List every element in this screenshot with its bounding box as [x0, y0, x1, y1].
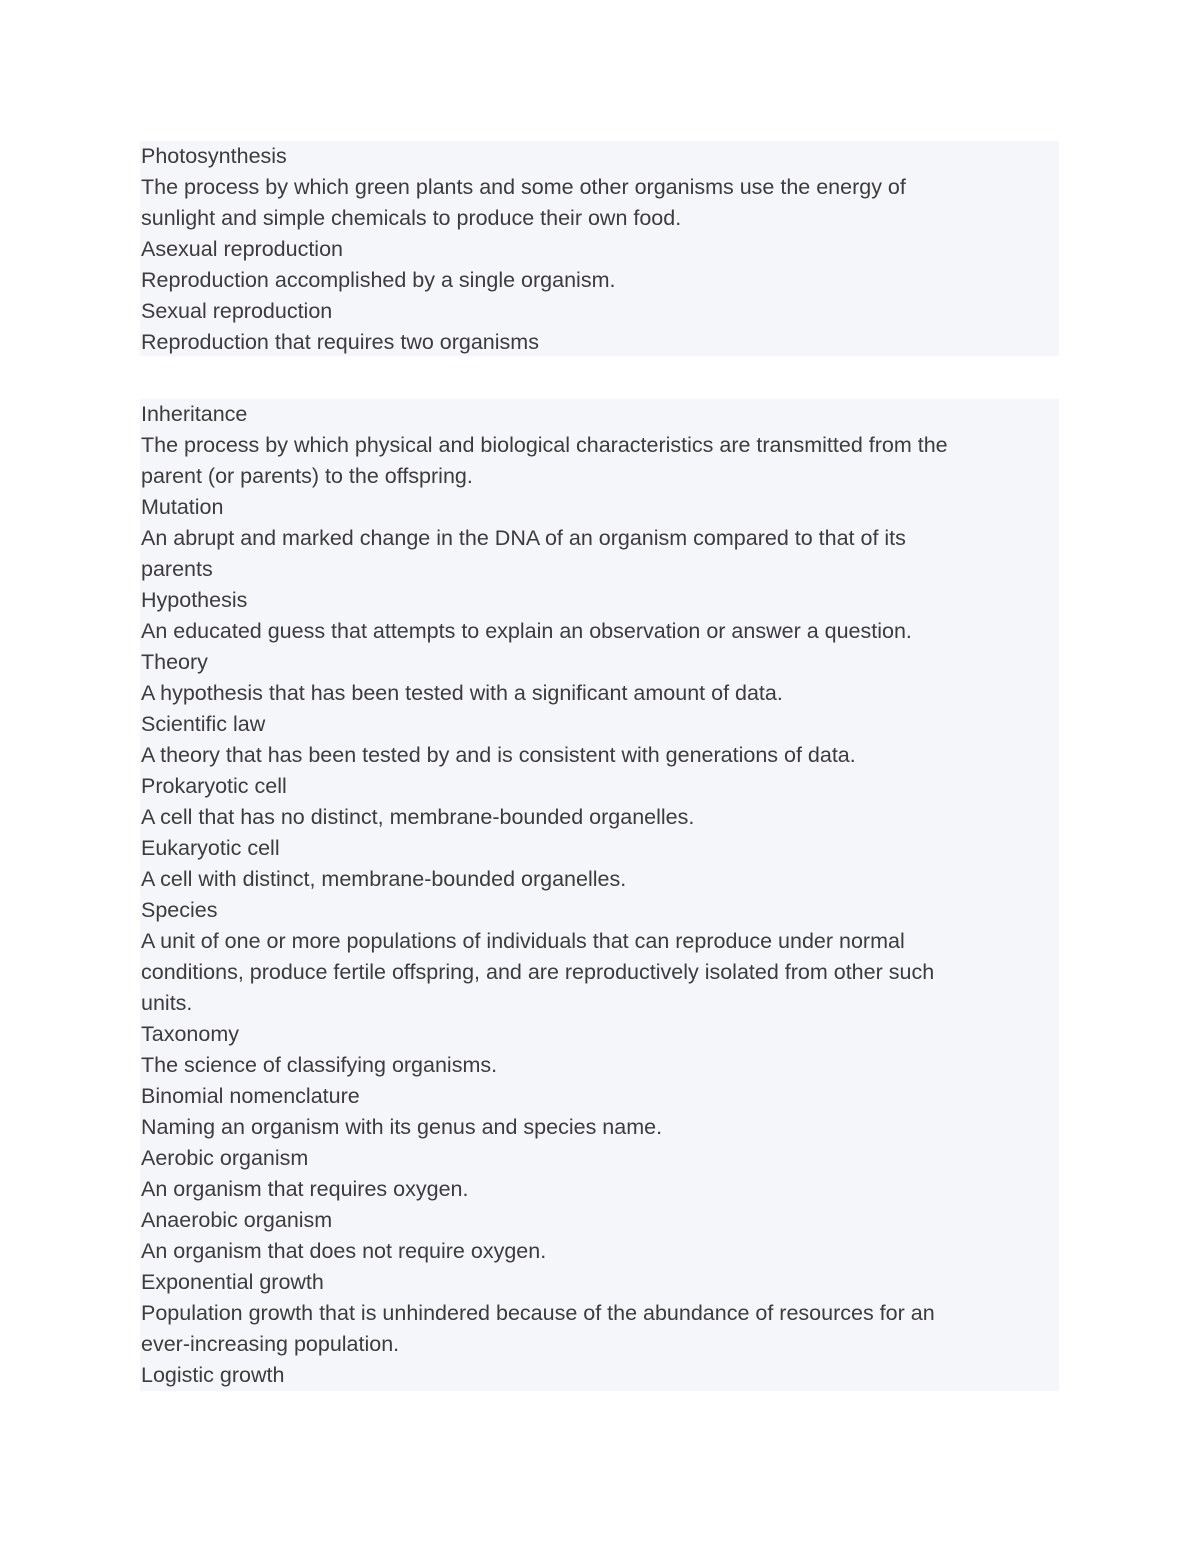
- term-hypothesis: Hypothesis: [141, 588, 248, 612]
- definition-anaerobic-organism: An organism that does not require oxygen.: [141, 1239, 547, 1263]
- term-anaerobic-organism: Anaerobic organism: [141, 1208, 333, 1232]
- definition-photosynthesis-line-1: The process by which green plants and some other organisms use the energy of: [141, 175, 906, 199]
- definition-species-line-3: units.: [141, 991, 193, 1015]
- term-aerobic-organism: Aerobic organism: [141, 1146, 309, 1170]
- term-sexual-reproduction: Sexual reproduction: [141, 299, 333, 323]
- definition-mutation-line-2: parents: [141, 557, 213, 581]
- flashcard-block-2: [140, 399, 1059, 1391]
- term-exponential-growth: Exponential growth: [141, 1270, 324, 1294]
- term-prokaryotic-cell: Prokaryotic cell: [141, 774, 287, 798]
- flashcard-block-1: [140, 141, 1059, 356]
- definition-photosynthesis-line-2: sunlight and simple chemicals to produce their own food.: [141, 206, 682, 230]
- term-eukaryotic-cell: Eukaryotic cell: [141, 836, 280, 860]
- term-photosynthesis: Photosynthesis: [141, 144, 287, 168]
- term-asexual-reproduction: Asexual reproduction: [141, 237, 343, 261]
- term-binomial-nomenclature: Binomial nomenclature: [141, 1084, 360, 1108]
- term-mutation: Mutation: [141, 495, 224, 519]
- definition-binomial-nomenclature: Naming an organism with its genus and species name.: [141, 1115, 663, 1139]
- term-taxonomy: Taxonomy: [141, 1022, 239, 1046]
- term-logistic-growth: Logistic growth: [141, 1363, 285, 1387]
- definition-mutation-line-1: An abrupt and marked change in the DNA of an organism compared to that of its: [141, 526, 906, 550]
- term-theory: Theory: [141, 650, 208, 674]
- term-inheritance: Inheritance: [141, 402, 248, 426]
- definition-eukaryotic-cell: A cell with distinct, membrane-bounded organelles.: [141, 867, 627, 891]
- definition-aerobic-organism: An organism that requires oxygen.: [141, 1177, 469, 1201]
- definition-scientific-law: A theory that has been tested by and is consistent with generations of data.: [141, 743, 856, 767]
- definition-inheritance-line-2: parent (or parents) to the offspring.: [141, 464, 473, 488]
- definition-asexual-reproduction: Reproduction accomplished by a single organism.: [141, 268, 616, 292]
- definition-theory: A hypothesis that has been tested with a significant amount of data.: [141, 681, 783, 705]
- term-scientific-law: Scientific law: [141, 712, 266, 736]
- definition-species-line-2: conditions, produce fertile offspring, and are reproductively isolated from other such: [141, 960, 935, 984]
- term-species: Species: [141, 898, 218, 922]
- definition-inheritance-line-1: The process by which physical and biological characteristics are transmitted from the: [141, 433, 948, 457]
- definition-species-line-1: A unit of one or more populations of individuals that can reproduce under normal: [141, 929, 905, 953]
- definition-exponential-growth-line-2: ever-increasing population.: [141, 1332, 400, 1356]
- definition-exponential-growth-line-1: Population growth that is unhindered because of the abundance of resources for an: [141, 1301, 935, 1325]
- definition-hypothesis: An educated guess that attempts to explain an observation or answer a question.: [141, 619, 912, 643]
- definition-prokaryotic-cell: A cell that has no distinct, membrane-bounded organelles.: [141, 805, 695, 829]
- definition-sexual-reproduction: Reproduction that requires two organisms: [141, 330, 539, 354]
- definition-taxonomy: The science of classifying organisms.: [141, 1053, 498, 1077]
